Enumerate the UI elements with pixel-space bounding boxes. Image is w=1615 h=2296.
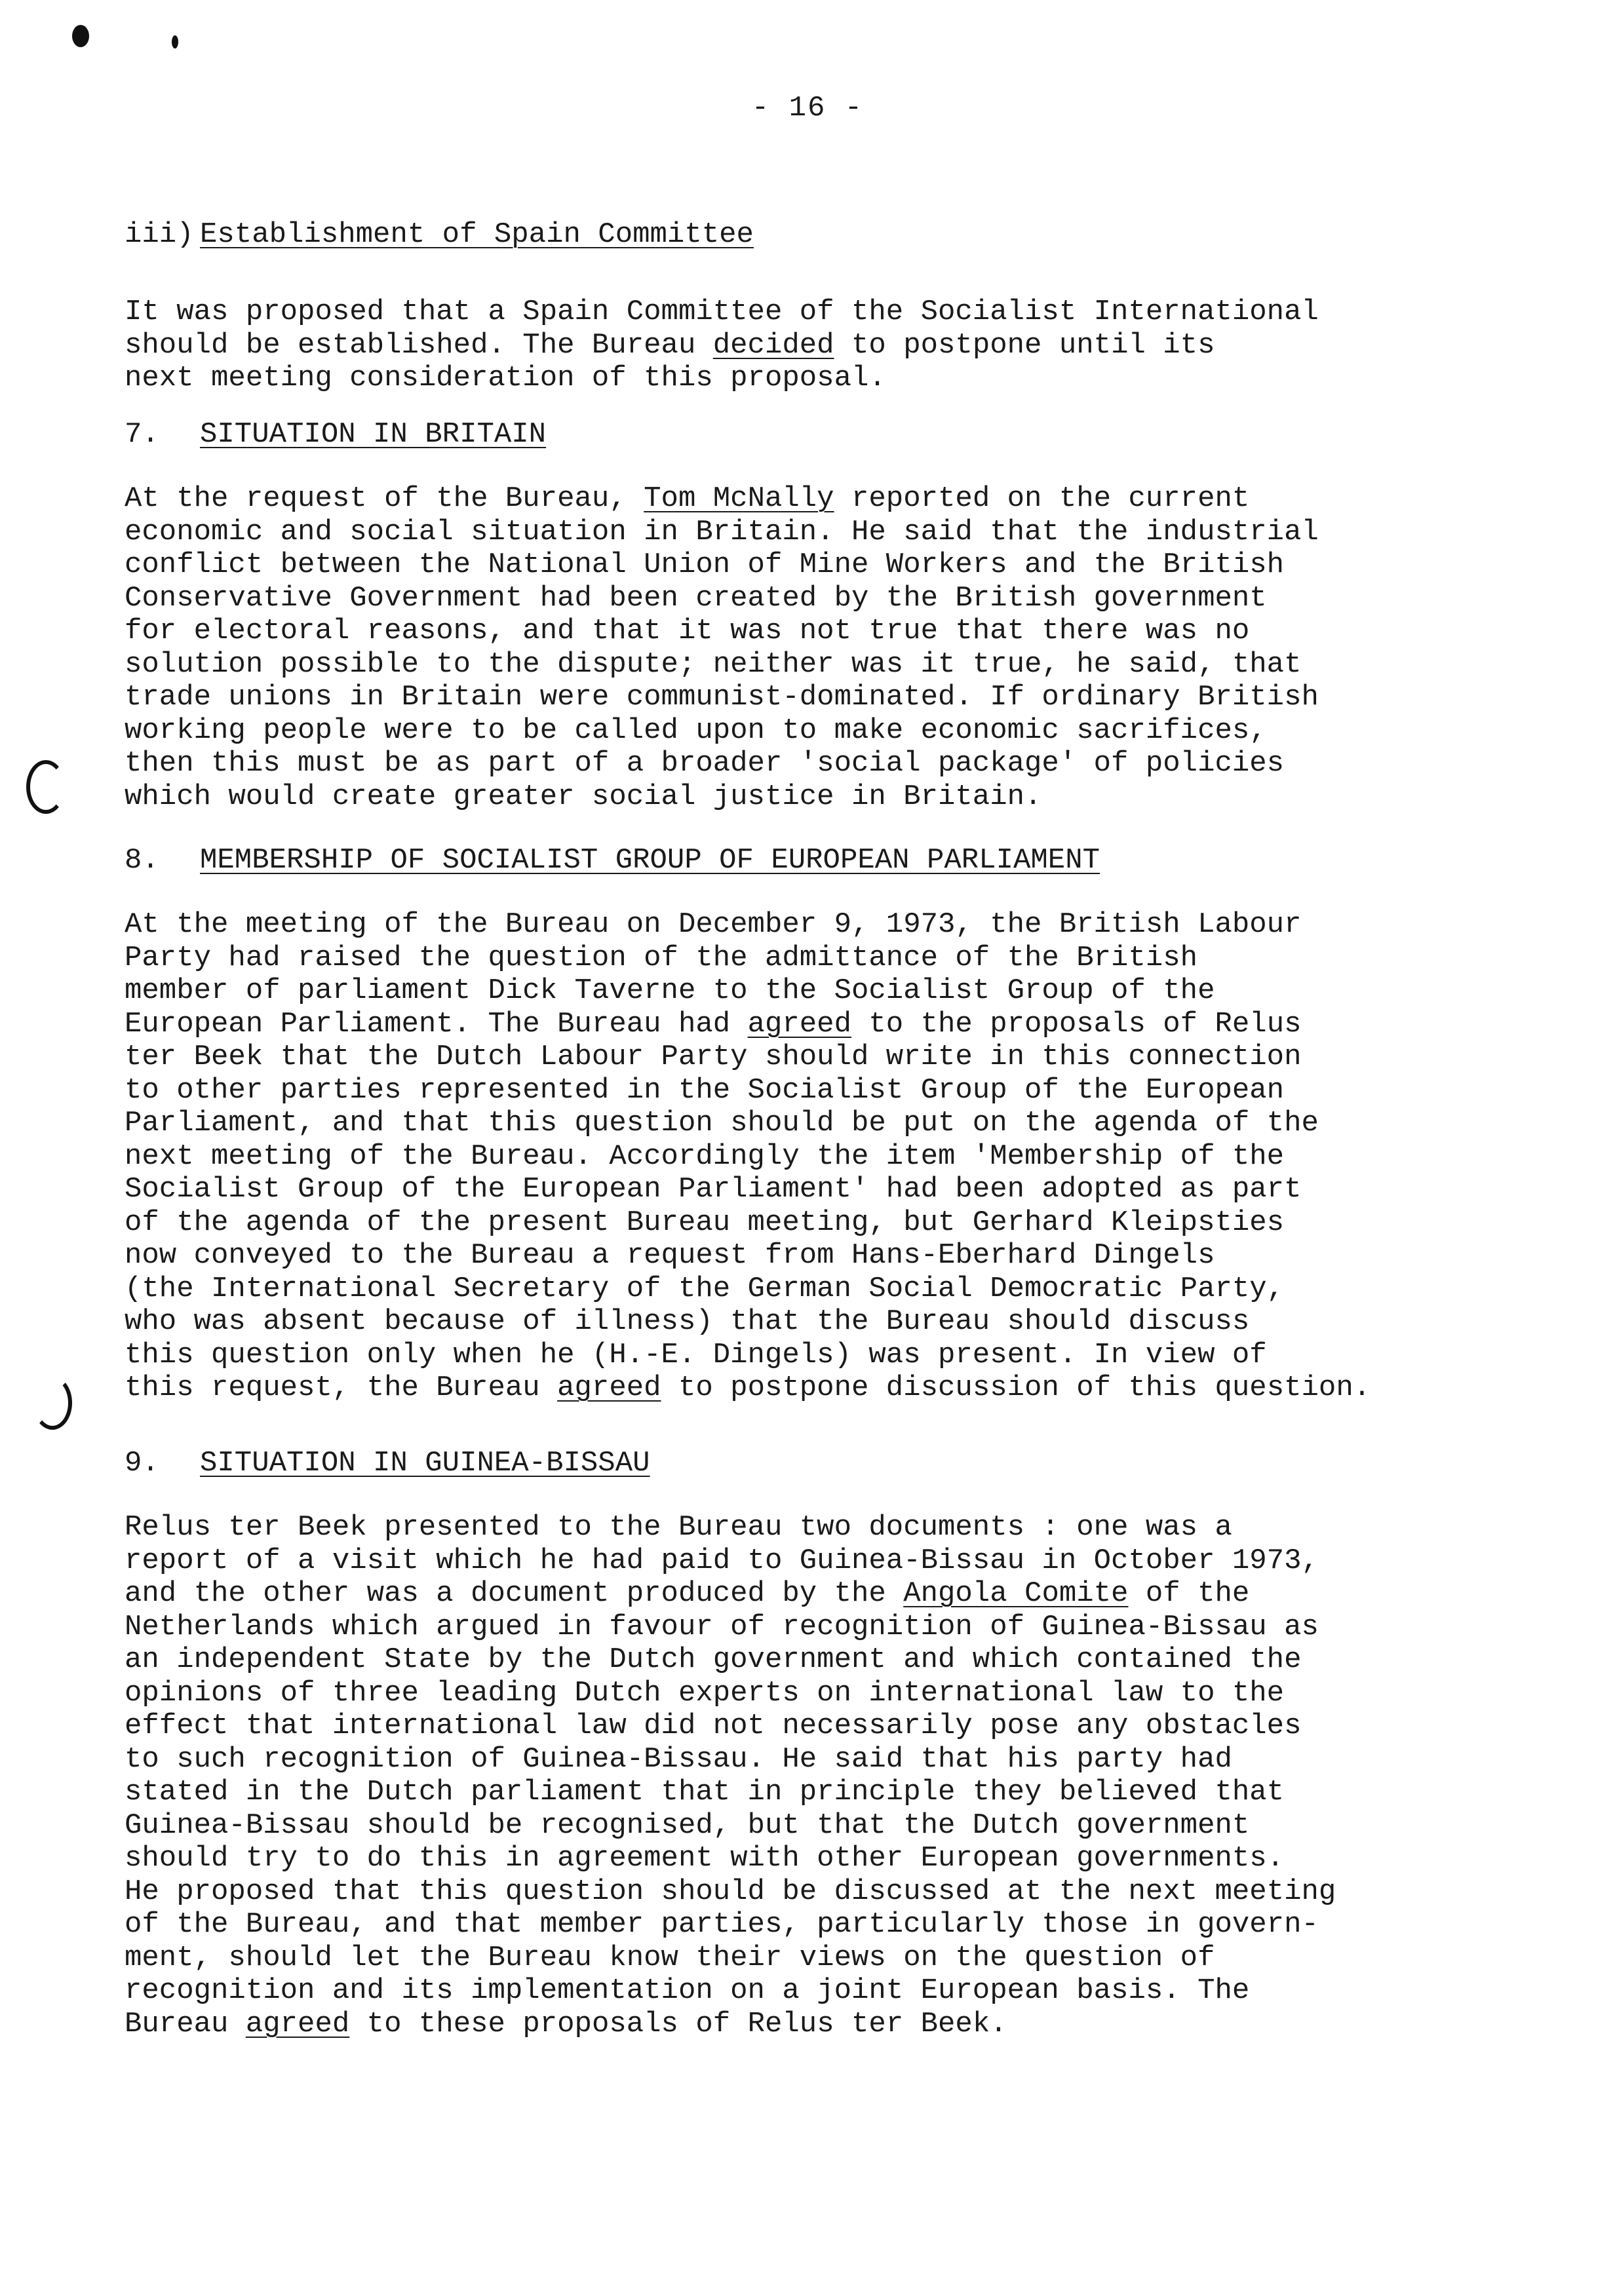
text-run: next meeting consideration of this proposal.: [125, 362, 886, 394]
text-line: [125, 1339, 1371, 1372]
text-line: [125, 2008, 1336, 2041]
text-line: [125, 1041, 1371, 1074]
text-run: which would create greater social justice in Britain.: [125, 780, 1042, 813]
text-run: It was proposed that a Spain Committee of the Socialist International: [125, 296, 1319, 328]
text-line: [125, 482, 1319, 516]
section-paragraph: [125, 908, 1371, 1405]
page-number: - 16 -: [751, 92, 864, 124]
text-run: economic and social situation in Britain. He said that the industrial: [125, 515, 1319, 548]
text-run: Relus ter Beek presented to the Bureau two documents : one was a: [125, 1511, 1232, 1544]
text-run: conflict between the National Union of Mine Workers and the British: [125, 548, 1285, 581]
text-run: ment, should let the Bureau know their views on the question of: [125, 1941, 1215, 1974]
text-run: reported on the current: [834, 482, 1250, 515]
text-run: Guinea-Bissau should be recognised, but that the Dutch government: [125, 1808, 1250, 1842]
text-line: [125, 908, 1371, 942]
section-number: iii): [125, 218, 194, 251]
text-run: report of a visit which he had paid to Guinea-Bissau in October 1973,: [125, 1544, 1319, 1577]
section-membership-socialist-group: [125, 842, 1371, 1405]
text-line: [125, 1743, 1336, 1776]
text-run: Parliament, and that this question should be put on the agenda of the: [125, 1107, 1319, 1139]
text-line: [125, 681, 1319, 714]
text-line: [125, 1942, 1336, 1975]
section-paragraph: [125, 296, 1319, 395]
text-line: [125, 1173, 1371, 1206]
text-line: [125, 747, 1319, 780]
text-line: [125, 582, 1319, 615]
text-line: [125, 1974, 1336, 2008]
text-run: should be established. The Bureau: [125, 328, 713, 362]
text-line: [125, 942, 1371, 975]
text-line: [125, 1875, 1336, 1909]
text-run: recognition and its implementation on a joint European basis. The: [125, 1974, 1250, 2007]
underlined-term: agreed: [245, 2007, 350, 2040]
text-line: [125, 1577, 1336, 1611]
underlined-term: agreed: [557, 1371, 661, 1404]
text-line: [125, 1305, 1371, 1339]
text-line: [125, 714, 1319, 748]
text-line: [125, 1008, 1371, 1041]
text-line: [125, 1206, 1371, 1240]
text-line: [125, 780, 1319, 814]
text-run: to postpone until its: [834, 328, 1215, 362]
text-run: an independent State by the Dutch government and which contained the: [125, 1643, 1302, 1676]
text-run: Party had raised the question of the admittance of the British: [125, 941, 1198, 974]
text-line: [125, 548, 1319, 582]
text-line: [125, 1544, 1336, 1578]
text-run: Conservative Government had been created by the British government: [125, 581, 1267, 615]
section-title: SITUATION IN GUINEA-BISSAU: [200, 1447, 650, 1480]
text-line: [125, 1140, 1371, 1174]
section-situation-in-guinea-bissau: [125, 1445, 1336, 2040]
text-line: [125, 1842, 1336, 1875]
text-line: [125, 1107, 1371, 1140]
underlined-term: agreed: [747, 1007, 851, 1041]
text-run: ter Beek that the Dutch Labour Party should write in this connection: [125, 1041, 1302, 1073]
text-line: [125, 615, 1319, 648]
text-line: [125, 329, 1319, 362]
underlined-term: Tom McNally: [644, 482, 834, 515]
text-run: solution possible to the dispute; neither was it true, he said, that: [125, 647, 1302, 681]
text-run: now conveyed to the Bureau a request from Hans-Eberhard Dingels: [125, 1239, 1215, 1272]
text-line: [125, 1908, 1336, 1942]
text-run: stated in the Dutch parliament that in principle they believed that: [125, 1776, 1285, 1808]
text-line: [125, 362, 1319, 395]
text-run: effect that international law did not necessarily pose any obstacles: [125, 1710, 1302, 1742]
text-line: [125, 648, 1319, 681]
text-run: for electoral reasons, and that it was not true that there was no: [125, 615, 1250, 647]
text-run: next meeting of the Bureau. Accordingly the item 'Membership of the: [125, 1139, 1285, 1173]
section-heading: [125, 842, 1371, 879]
text-run: Socialist Group of the European Parliament' had been adopted as part: [125, 1173, 1302, 1206]
section-heading: [125, 1445, 1336, 1482]
section-title: Establishment of Spain Committee: [200, 218, 754, 251]
section-paragraph: [125, 482, 1319, 813]
section-number: 8.: [125, 844, 159, 877]
text-run: this request, the Bureau: [125, 1371, 558, 1404]
text-line: [125, 1809, 1336, 1843]
text-run: trade unions in Britain were communist-dominated. If ordinary British: [125, 681, 1319, 714]
text-run: and the other was a document produced by the: [125, 1577, 904, 1610]
text-run: to the proposals of Relus: [851, 1007, 1302, 1041]
text-run: At the meeting of the Bureau on December 9, 1973, the British Labour: [125, 908, 1302, 941]
text-line: [125, 1371, 1371, 1405]
text-line: [125, 1611, 1336, 1644]
ink-dot: [172, 35, 178, 48]
text-line: [125, 296, 1319, 329]
section-situation-in-britain: [125, 416, 1319, 813]
text-run: opinions of three leading Dutch experts on international law to the: [125, 1676, 1285, 1710]
text-line: [125, 1074, 1371, 1107]
text-line: [125, 1643, 1336, 1677]
text-run: this question only when he (H.-E. Dingels) was present. In view of: [125, 1338, 1267, 1371]
punch-hole-mark: [33, 1376, 72, 1430]
text-line: [125, 1776, 1336, 1809]
underlined-term: Angola Comite: [903, 1577, 1129, 1610]
punch-hole-mark: [26, 760, 66, 814]
text-run: to other parties represented in the Socialist Group of the European: [125, 1073, 1285, 1107]
text-run: At the request of the Bureau,: [125, 482, 644, 515]
text-run: of the: [1128, 1577, 1250, 1610]
underlined-term: decided: [712, 328, 834, 362]
text-run: to these proposals of Relus ter Beek.: [349, 2007, 1007, 2040]
section-number: 9.: [125, 1447, 159, 1480]
text-run: to postpone discussion of this question.: [661, 1371, 1371, 1404]
text-run: working people were to be called upon to make economic sacrifices,: [125, 714, 1267, 747]
section-heading: [125, 416, 1319, 453]
ink-dot: [72, 25, 89, 47]
section-spain-committee: [125, 216, 1319, 395]
text-line: [125, 1272, 1371, 1306]
text-line: [125, 1239, 1371, 1272]
text-run: to such recognition of Guinea-Bissau. He said that his party had: [125, 1742, 1232, 1776]
text-run: European Parliament. The Bureau had: [125, 1007, 748, 1041]
text-run: should try to do this in agreement with other European governments.: [125, 1842, 1285, 1875]
text-line: [125, 974, 1371, 1008]
section-title: SITUATION IN BRITAIN: [200, 418, 547, 451]
text-line: [125, 1710, 1336, 1743]
text-run: of the agenda of the present Bureau meeting, but Gerhard Kleipsties: [125, 1206, 1285, 1239]
text-line: [125, 516, 1319, 549]
text-line: [125, 1511, 1336, 1544]
text-run: of the Bureau, and that member parties, particularly those in govern-: [125, 1908, 1319, 1941]
text-run: He proposed that this question should be discussed at the next meeting: [125, 1875, 1336, 1908]
text-run: Netherlands which argued in favour of recognition of Guinea-Bissau as: [125, 1610, 1319, 1643]
section-title: MEMBERSHIP OF SOCIALIST GROUP OF EUROPEAN PARLIAMENT: [200, 844, 1100, 877]
text-line: [125, 1677, 1336, 1710]
text-run: who was absent because of illness) that the Bureau should discuss: [125, 1305, 1250, 1338]
text-run: then this must be as part of a broader 'social package' of policies: [125, 747, 1285, 780]
section-paragraph: [125, 1511, 1336, 2040]
text-run: Bureau: [125, 2007, 246, 2040]
section-heading: [125, 216, 1319, 253]
text-run: member of parliament Dick Taverne to the Socialist Group of the: [125, 974, 1215, 1007]
text-run: (the International Secretary of the German Social Democratic Party,: [125, 1272, 1285, 1305]
section-number: 7.: [125, 418, 159, 451]
